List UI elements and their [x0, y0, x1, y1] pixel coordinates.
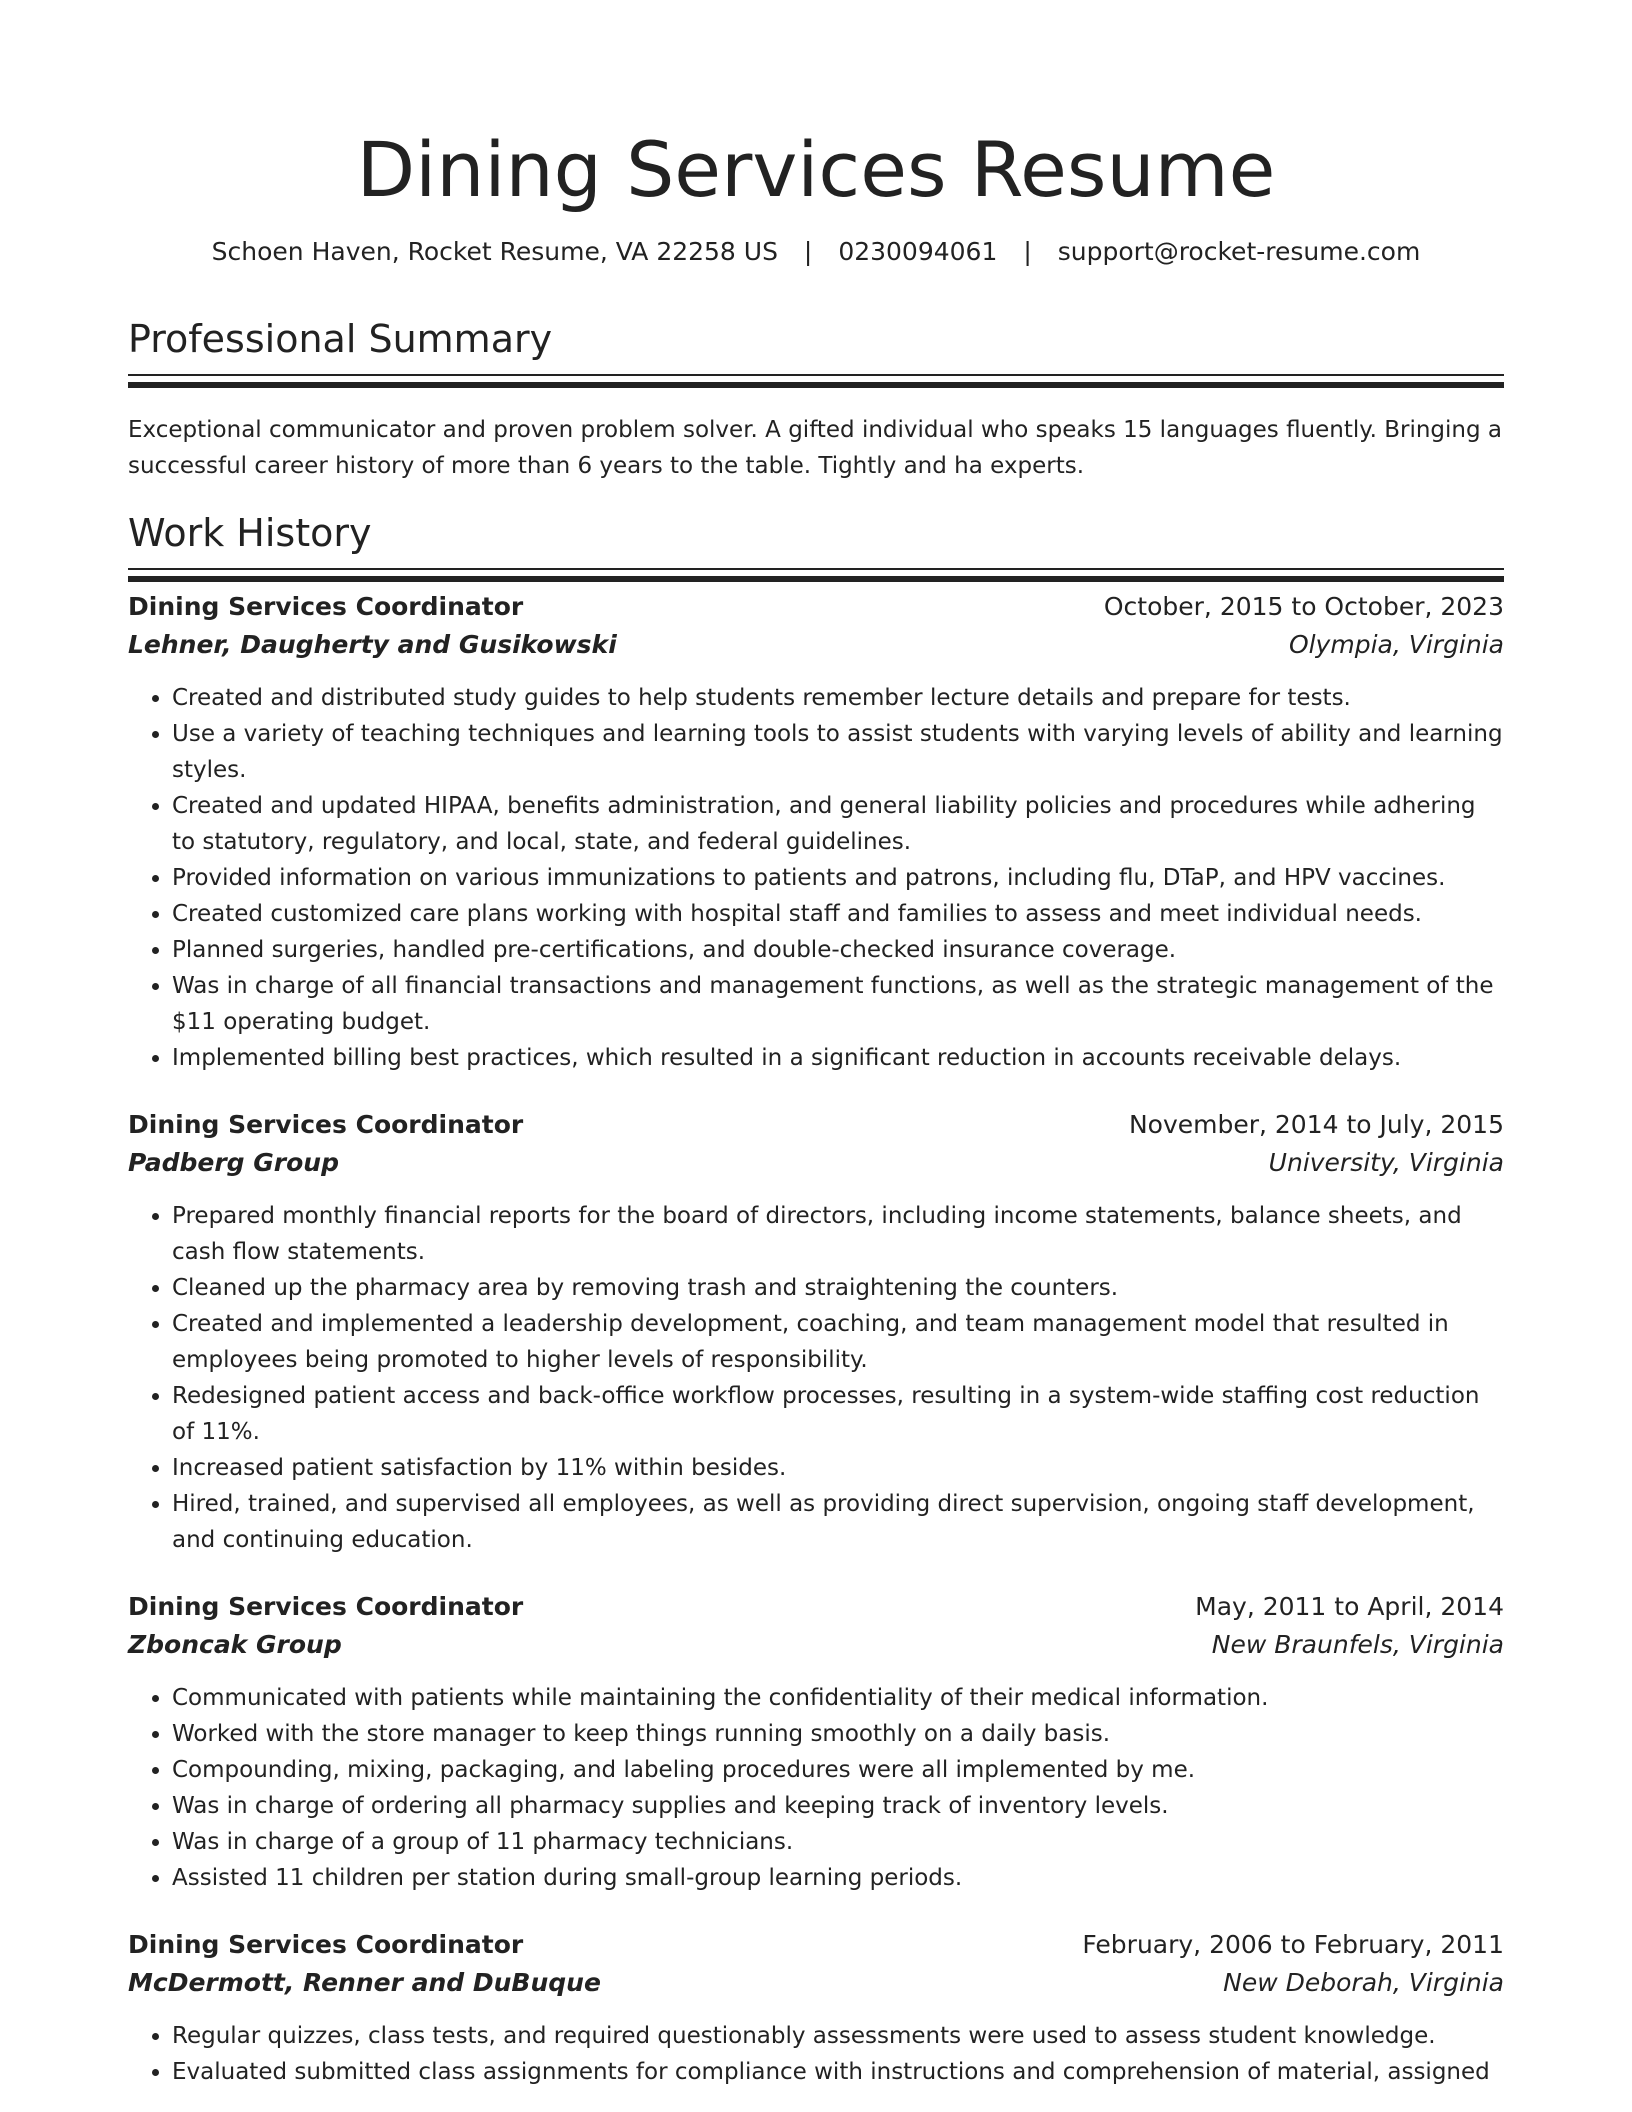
job-location: New Braunfels, Virginia — [1211, 1630, 1504, 1659]
job-location: Olympia, Virginia — [1288, 630, 1504, 659]
job-company: McDermott, Renner and DuBuque — [128, 1968, 601, 1997]
job-subheader-row — [128, 1626, 1504, 1664]
contact-separator: | — [1023, 237, 1032, 266]
job-bullet: • Increased patient satisfaction by 11% within besides. — [172, 1450, 1504, 1486]
contact-email: support@rocket-resume.com — [1057, 237, 1421, 266]
job-header-row — [128, 588, 1504, 626]
job-title: Dining Services Coordinator — [128, 1930, 524, 1959]
job-list — [128, 588, 1504, 2090]
job-bullet: • Prepared monthly financial reports for the board of directors, including income statements, balance sheets, and cash flow statements. — [172, 1198, 1504, 1270]
job-title: Dining Services Coordinator — [128, 592, 524, 621]
resume-title: Dining Services Resume — [356, 125, 1276, 214]
job-bullet: • Use a variety of teaching techniques and learning tools to assist students with varying levels of ability and learning styles. — [172, 716, 1504, 788]
job-bullet-list — [128, 1680, 1504, 1896]
job-subheader-row — [128, 1144, 1504, 1182]
job-dates: October, 2015 to October, 2023 — [1103, 592, 1504, 621]
job-bullet-list — [128, 680, 1504, 1076]
job-bullet-list — [128, 1198, 1504, 1558]
contact-phone: 0230094061 — [838, 237, 998, 266]
job-bullet: • Created customized care plans working with hospital staff and families to assess and meet individual needs. — [172, 896, 1504, 932]
job-subheader-row — [128, 1964, 1504, 2002]
job-header-row — [128, 1588, 1504, 1626]
job-bullet: • Created and distributed study guides to help students remember lecture details and prepare for tests. — [172, 680, 1504, 716]
job-bullet: • Hired, trained, and supervised all employees, as well as providing direct supervision, ongoing staff development, and continuing education. — [172, 1486, 1504, 1558]
job-subheader-row — [128, 626, 1504, 664]
contact-line — [128, 236, 1504, 268]
job-bullet: • Created and implemented a leadership development, coaching, and team management model that resulted in employees being promoted to higher levels of responsibility. — [172, 1306, 1504, 1378]
job-entry — [128, 1588, 1504, 1896]
job-dates: November, 2014 to July, 2015 — [1128, 1110, 1504, 1139]
job-bullet: • Regular quizzes, class tests, and required questionably assessments were used to assess student knowledge. — [172, 2018, 1504, 2054]
contact-separator: | — [803, 237, 813, 266]
job-dates: February, 2006 to February, 2011 — [1082, 1930, 1504, 1959]
resume-page — [128, 0, 1504, 2090]
job-bullet: • Planned surgeries, handled pre-certifications, and double-checked insurance coverage. — [172, 932, 1504, 968]
job-bullet: • Worked with the store manager to keep things running smoothly on a daily basis. — [172, 1716, 1504, 1752]
job-bullet: • Assisted 11 children per station during small-group learning periods. — [172, 1860, 1504, 1896]
job-bullet: • Cleaned up the pharmacy area by removing trash and straightening the counters. — [172, 1270, 1504, 1306]
job-header-row — [128, 1926, 1504, 1964]
job-bullet: • Implemented billing best practices, which resulted in a significant reduction in accounts receivable delays. — [172, 1040, 1504, 1076]
section-divider — [128, 568, 1504, 576]
job-bullet: • Was in charge of a group of 11 pharmacy technicians. — [172, 1824, 1504, 1860]
summary-text: Exceptional communicator and proven problem solver. A gifted individual who speaks 15 languages fluently. Bringing a successful career history of more than 6 years to the table. Tightly and ha experts. — [128, 417, 1502, 479]
job-header-row — [128, 1106, 1504, 1144]
job-company: Zboncak Group — [128, 1630, 342, 1659]
job-location: New Deborah, Virginia — [1223, 1968, 1504, 1997]
summary-heading: Professional Summary — [128, 317, 553, 361]
job-location: University, Virginia — [1268, 1148, 1504, 1177]
job-bullet: • Created and updated HIPAA, benefits administration, and general liability policies and procedures while adhering to statutory, regulatory, and local, state, and federal guidelines. — [172, 788, 1504, 860]
job-entry — [128, 1926, 1504, 2090]
job-company: Lehner, Daugherty and Gusikowski — [128, 630, 617, 659]
job-dates: May, 2011 to April, 2014 — [1195, 1592, 1504, 1621]
job-bullet-list — [128, 2018, 1504, 2090]
job-company: Padberg Group — [128, 1148, 339, 1177]
job-bullet: • Evaluated submitted class assignments for compliance with instructions and comprehension of material, assigned — [172, 2054, 1504, 2090]
job-title: Dining Services Coordinator — [128, 1592, 524, 1621]
job-bullet: • Was in charge of all financial transactions and management functions, as well as the strategic management of the $11 operating budget. — [172, 968, 1504, 1040]
job-bullet: • Communicated with patients while maintaining the confidentiality of their medical information. — [172, 1680, 1504, 1716]
work-history-heading: Work History — [128, 511, 372, 555]
contact-address: Schoen Haven, Rocket Resume, VA 22258 US — [211, 237, 778, 266]
job-entry — [128, 588, 1504, 1076]
job-bullet: • Provided information on various immunizations to patients and patrons, including flu, DTaP, and HPV vaccines. — [172, 860, 1504, 896]
job-bullet: • Redesigned patient access and back-office workflow processes, resulting in a system-wide staffing cost reduction of 11%. — [172, 1378, 1504, 1450]
job-bullet: • Was in charge of ordering all pharmacy supplies and keeping track of inventory levels. — [172, 1788, 1504, 1824]
job-title: Dining Services Coordinator — [128, 1110, 524, 1139]
job-entry — [128, 1106, 1504, 1558]
section-divider — [128, 374, 1504, 382]
job-bullet: • Compounding, mixing, packaging, and labeling procedures were all implemented by me. — [172, 1752, 1504, 1788]
